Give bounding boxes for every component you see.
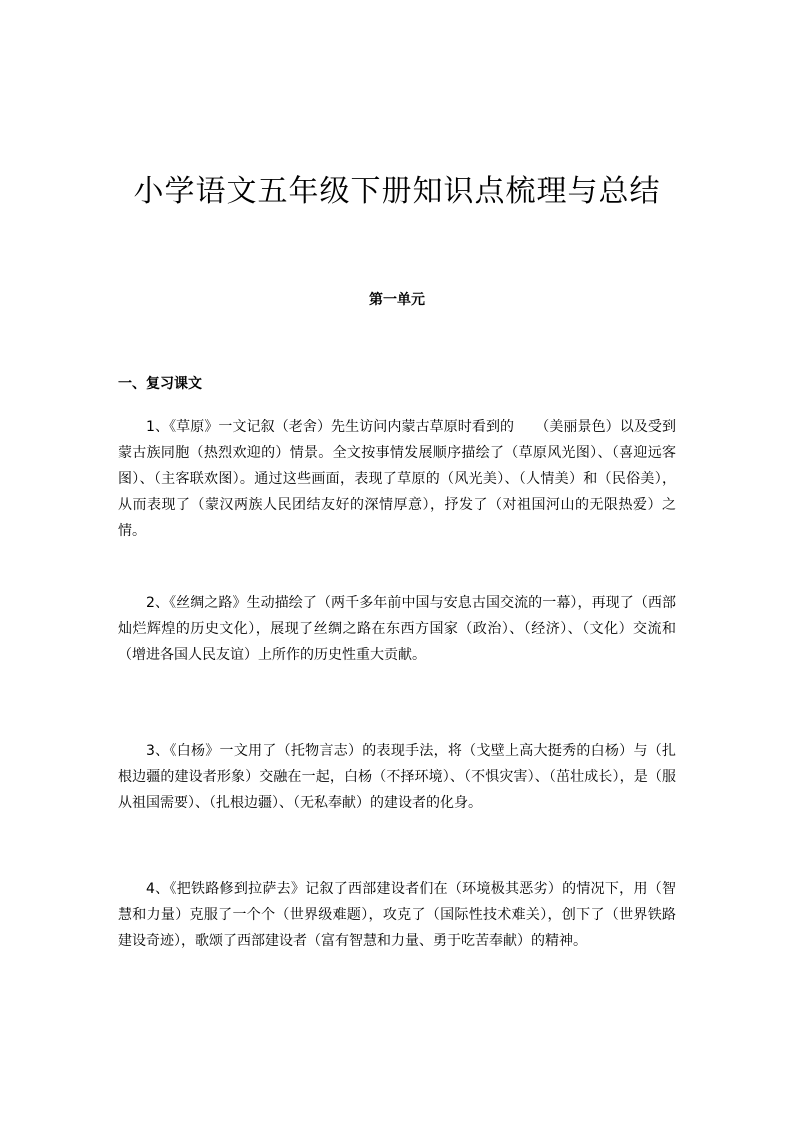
- paragraph-baiyang: 3、《白杨》一文用了（托物言志）的表现手法，将（戈壁上高大挺秀的白杨）与（扎根边疆的建设者形象）交融在一起，白杨（不择环境）、（不惧灾害）、（茁壮成长），是（服从祖国需要）、（扎根边疆）、（无私奉献）的建设者的化身。: [118, 743, 676, 811]
- unit-title: 第一单元: [369, 292, 425, 308]
- paragraph-tielu-lasa: 4、《把铁路修到拉萨去》记叙了西部建设者们在（环境极其恶劣）的情况下，用（智慧和力量）克服了一个个（世界级难题），攻克了（国际性技术难关），创下了（世界铁路建设奇迹），歌颂了西部建设者（富有智慧和力量、勇于吃苦奉献）的精神。: [118, 881, 676, 949]
- document-title: 小学语文五年级下册知识点梳理与总结: [133, 174, 661, 209]
- section-heading: 一、复习课文: [118, 376, 202, 392]
- paragraph-caoyuan: 1、《草原》一文记叙（老舍）先生访问内蒙古草原时看到的 （美丽景色）以及受到蒙古族同胞（热烈欢迎的）情景。全文按事情发展顺序描绘了（草原风光图）、（喜迎远客图）、（主客联欢图）。通过这些画面，表现了草原的（风光美）、（人情美）和（民俗美），从而表现了（蒙汉两族人民团结友好的深情厚意），抒发了（对祖国河山的无限热爱）之情。: [118, 419, 676, 539]
- paragraph-sichouzhilu: 2、《丝绸之路》生动描绘了（两千多年前中国与安息古国交流的一幕），再现了（西部灿烂辉煌的历史文化），展现了丝绸之路在东西方国家（政治）、（经济）、（文化）交流和（增进各国人民友谊）上所作的历史性重大贡献。: [118, 595, 676, 663]
